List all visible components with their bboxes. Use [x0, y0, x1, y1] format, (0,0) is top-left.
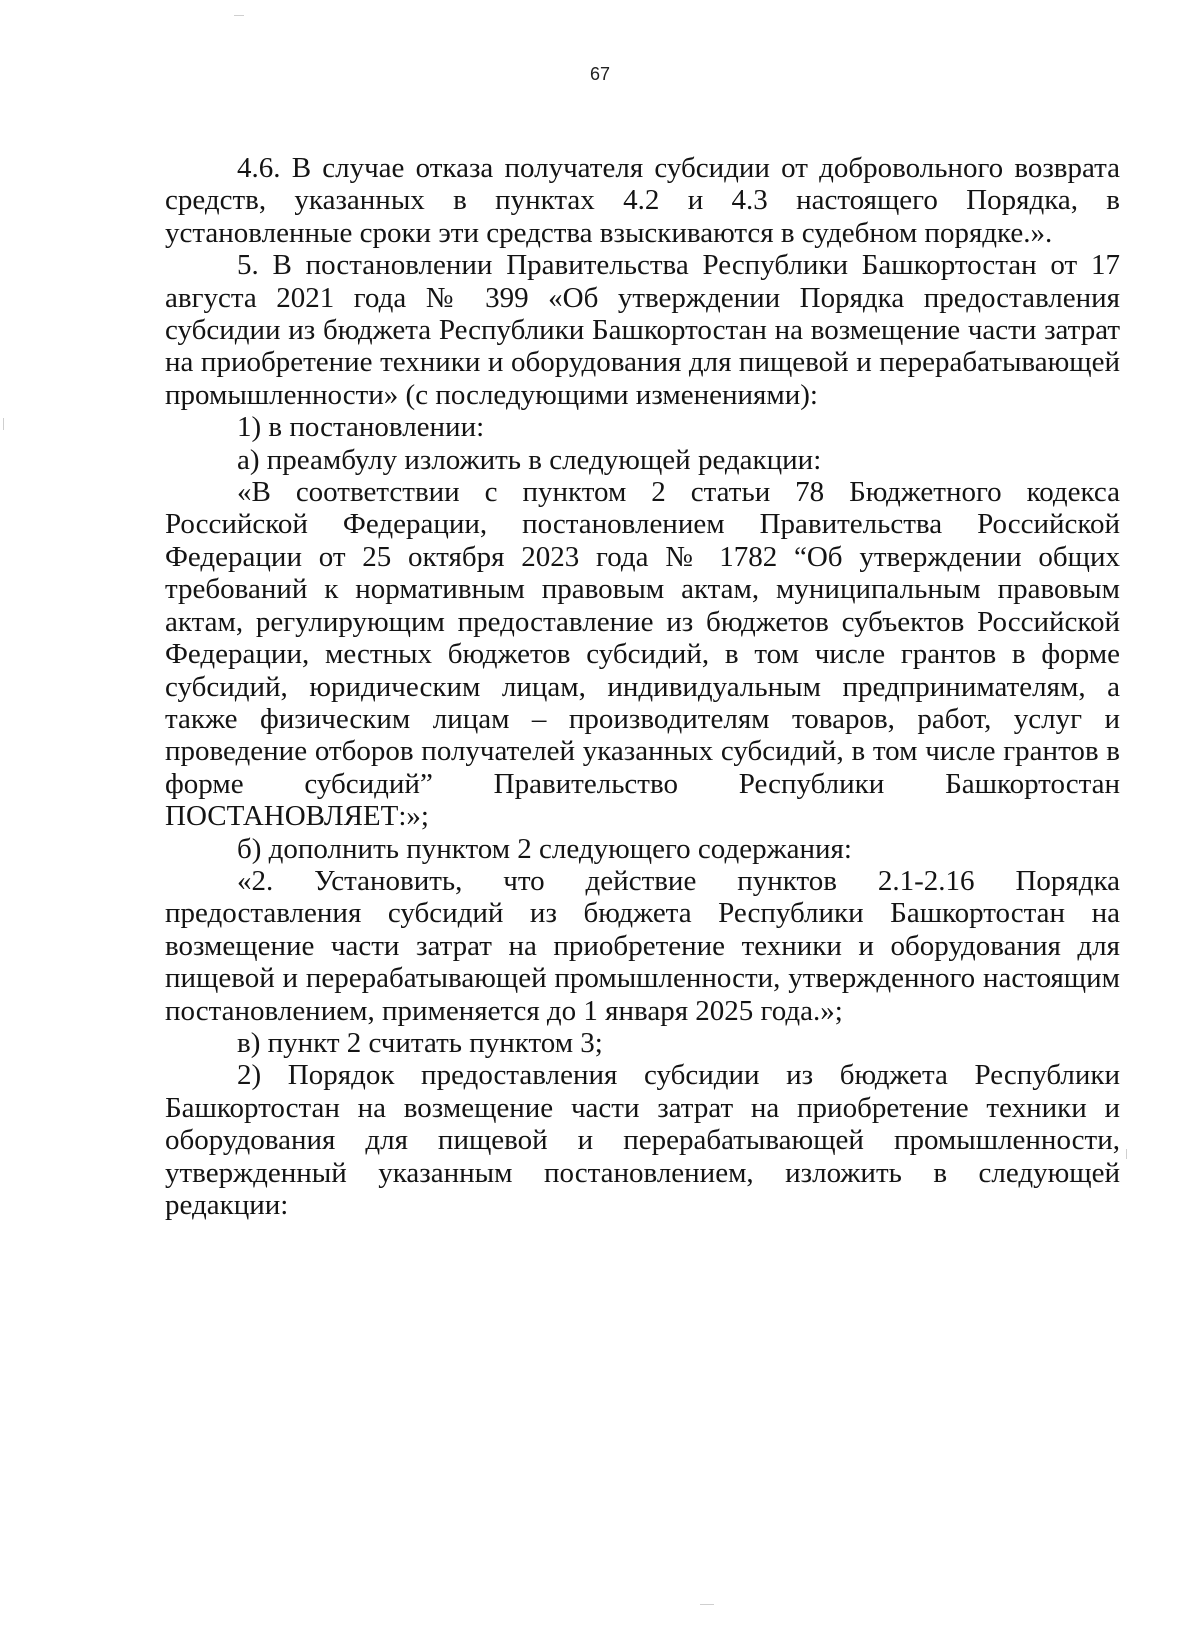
scan-mark-top — [234, 15, 244, 16]
paragraph-5-2: 2) Порядок предоставления субсидии из бюджета Республики Башкортостан на возмещение части затрат на приобретение техники и оборудования для пищевой и перерабатывающей промышленности, утвержденный указанным постановлением, изложить в следующей редакции: — [165, 1059, 1120, 1221]
scan-mark-left — [3, 418, 4, 430]
paragraph-point-2-quote: «2. Установить, что действие пунктов 2.1-2.16 Порядка предоставления субсидий из бюджета Республики Башкортостан на возмещение части затрат на приобретение техники и оборудования для пищевой и перерабатывающей промышленности, утвержденного настоящим постановлением, применяется до 1 января 2025 года.»; — [165, 864, 1120, 1027]
paragraph-5-1-a: а) преамбулу изложить в следующей редакции: — [237, 443, 822, 476]
paragraph-5-1: 1) в постановлении: — [237, 411, 485, 444]
scan-mark-bottom — [700, 1604, 714, 1605]
paragraph-5-1-v: в) пункт 2 считать пунктом 3; — [237, 1026, 603, 1059]
document-body — [165, 152, 1120, 1221]
scan-mark-right — [1126, 1149, 1127, 1159]
paragraph-5-1-b: б) дополнить пунктом 2 следующего содержания: — [237, 832, 852, 865]
paragraph-preamble-quote: «В соответствии с пунктом 2 статьи 78 Бюджетного кодекса Российской Федерации, постановлением Правительства Российской Федерации от 25 октября 2023 года № 1782 “Об утверждении общих требований к нормативным правовым актам, муниципальным правовым актам, регулирующим предоставление из бюджетов субъектов Российской Федерации, местных бюджетов субсидий, в том числе грантов в форме субсидий, юридическим лицам, индивидуальным предпринимателям, а также физическим лицам – производителям товаров, работ, услуг и проведение отборов получателей указанных субсидий, в том числе грантов в форме субсидий” Правительство Республики Башкортостан ПОСТАНОВЛЯЕТ:»; — [165, 476, 1120, 833]
page-number: 67 — [589, 64, 611, 84]
paragraph-4-6: 4.6. В случае отказа получателя субсидии от добровольного возврата средств, указанных в пунктах 4.2 и 4.3 настоящего Порядка, в установленные сроки эти средства взыскиваются в судебном порядке.». — [165, 152, 1120, 249]
paragraph-5: 5. В постановлении Правительства Республики Башкортостан от 17 августа 2021 года № 399 «Об утверждении Порядка предоставления субсидии из бюджета Республики Башкортостан на возмещение части затрат на приобретение техники и оборудования для пищевой и перерабатывающей промышленности» (с последующими изменениями): — [165, 249, 1120, 411]
